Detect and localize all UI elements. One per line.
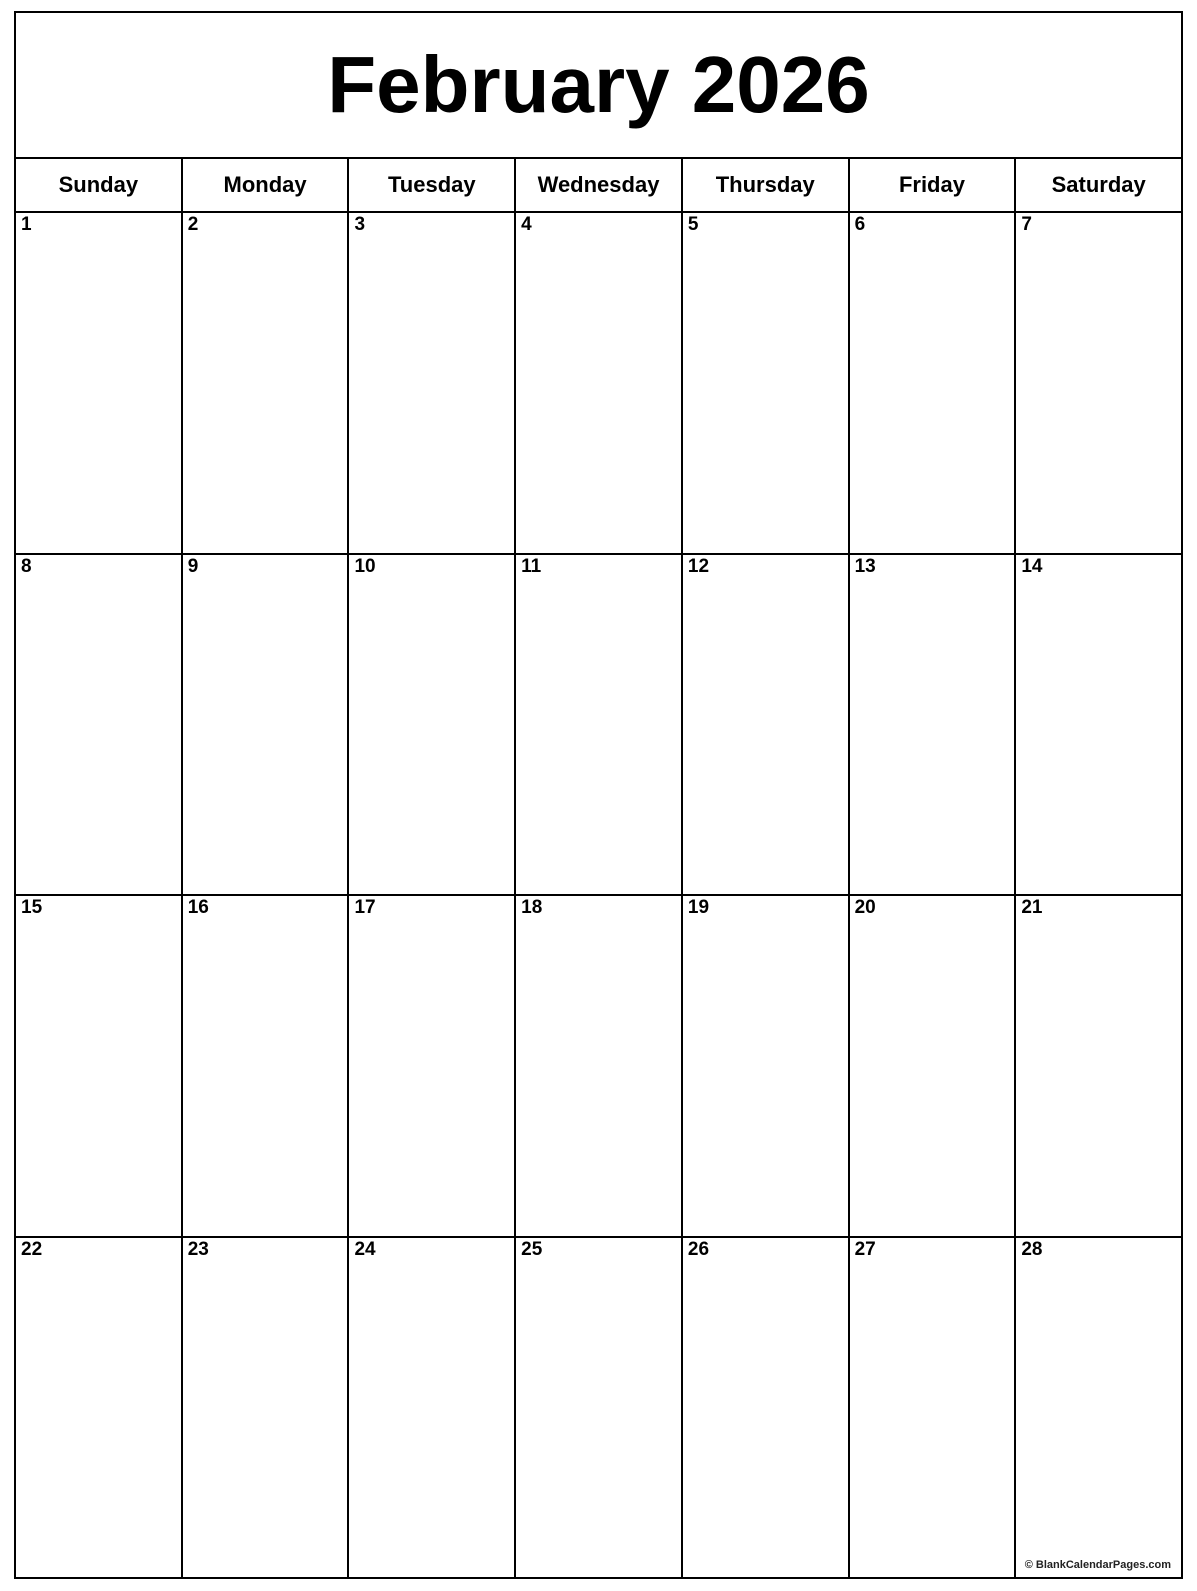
weekday-header-saturday: Saturday — [1051, 172, 1146, 197]
day-cell[interactable] — [16, 1238, 183, 1578]
day-number: 6 — [854, 214, 866, 235]
day-cell[interactable] — [1016, 896, 1181, 1236]
day-cell[interactable] — [683, 896, 850, 1236]
day-number: 24 — [354, 1238, 376, 1260]
day-number: 20 — [854, 897, 876, 918]
day-number: 11 — [521, 555, 542, 577]
day-cell[interactable] — [850, 213, 1017, 553]
day-cell[interactable] — [183, 896, 350, 1236]
day-number: 17 — [354, 897, 376, 918]
day-cell[interactable] — [183, 1238, 350, 1578]
day-number: 19 — [687, 897, 710, 918]
day-number: 2 — [187, 214, 199, 235]
day-cell[interactable] — [850, 896, 1017, 1236]
day-cell[interactable] — [349, 213, 516, 553]
day-number: 3 — [354, 214, 366, 235]
day-number: 28 — [1021, 1238, 1043, 1260]
weekday-header-monday: Monday — [183, 159, 350, 211]
day-number: 1 — [21, 214, 32, 235]
day-number: 7 — [1021, 214, 1032, 235]
day-cell[interactable] — [850, 555, 1017, 895]
calendar-week-row — [16, 213, 1181, 555]
page-title: February 2026 — [327, 40, 870, 129]
calendar-title-row — [16, 13, 1181, 159]
site-credit: © BlankCalendarPages.com — [1024, 1559, 1171, 1571]
weekday-header-tuesday: Tuesday — [349, 159, 516, 211]
day-cell[interactable] — [183, 213, 350, 553]
day-cell[interactable] — [516, 896, 683, 1236]
day-number: 16 — [187, 897, 209, 918]
day-cell[interactable] — [16, 213, 183, 553]
day-cell[interactable] — [516, 213, 683, 553]
weekday-header-row — [16, 159, 1181, 213]
day-cell[interactable] — [683, 555, 850, 895]
day-cell[interactable] — [683, 1238, 850, 1578]
day-cell[interactable] — [16, 896, 183, 1236]
day-cell[interactable] — [349, 1238, 516, 1578]
day-number: 23 — [187, 1238, 209, 1260]
day-cell[interactable] — [1016, 213, 1181, 553]
calendar-week-row — [16, 896, 1181, 1238]
day-number: 13 — [854, 555, 876, 577]
day-number: 9 — [187, 555, 199, 577]
day-number: 22 — [21, 1238, 43, 1260]
day-number: 12 — [687, 555, 710, 577]
day-number: 27 — [854, 1238, 876, 1260]
weekday-header-wednesday: Wednesday — [516, 159, 683, 211]
calendar-week-row — [16, 555, 1181, 897]
day-cell[interactable] — [516, 555, 683, 895]
calendar-weeks — [16, 213, 1181, 1577]
day-cell[interactable] — [349, 896, 516, 1236]
day-number: 26 — [687, 1238, 710, 1260]
day-number: 25 — [521, 1238, 543, 1260]
day-number: 15 — [21, 897, 43, 918]
day-number: 21 — [1021, 897, 1043, 918]
day-number: 14 — [1021, 555, 1043, 577]
calendar-grid — [14, 11, 1183, 1579]
day-cell[interactable] — [1016, 1238, 1181, 1578]
day-cell[interactable] — [183, 555, 350, 895]
day-number: 8 — [21, 555, 32, 577]
weekday-header-friday: Friday — [850, 159, 1017, 211]
day-cell[interactable] — [683, 213, 850, 553]
day-number: 5 — [687, 214, 699, 235]
weekday-header-thursday: Thursday — [683, 159, 850, 211]
calendar-week-row — [16, 1238, 1181, 1578]
day-cell[interactable] — [16, 555, 183, 895]
weekday-header-sunday: Sunday — [16, 159, 183, 211]
day-cell[interactable] — [850, 1238, 1017, 1578]
day-cell[interactable] — [1016, 555, 1181, 895]
day-number: 10 — [354, 555, 376, 577]
day-cell[interactable] — [349, 555, 516, 895]
day-number: 4 — [521, 214, 532, 235]
day-cell[interactable] — [516, 1238, 683, 1578]
day-number: 18 — [521, 897, 543, 918]
